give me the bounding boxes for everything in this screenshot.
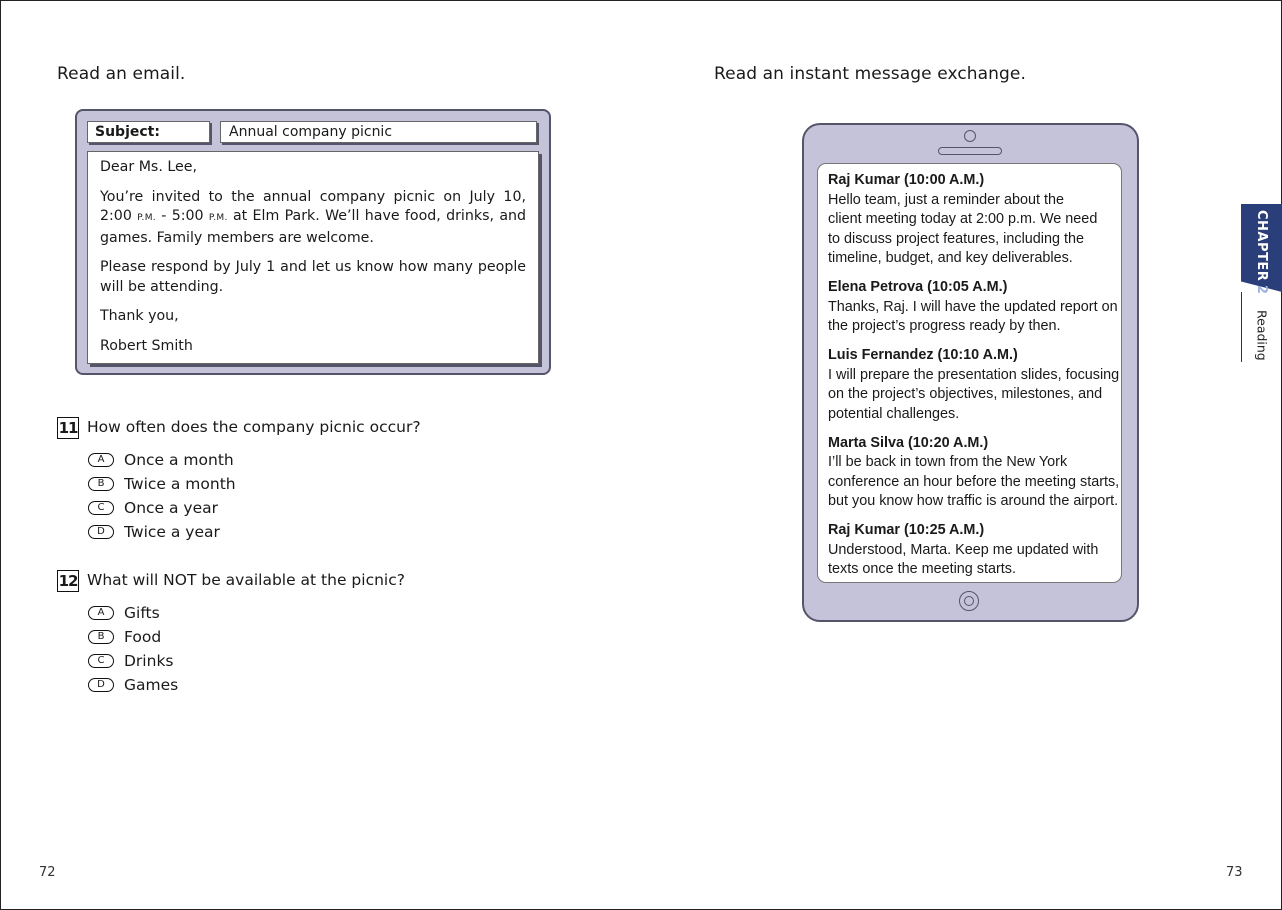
page-number-right: 73	[1226, 865, 1243, 880]
option-bubble[interactable]: B	[88, 630, 114, 644]
answer-option[interactable]: C Once a year	[88, 499, 218, 517]
answer-option[interactable]: A Gifts	[88, 604, 160, 622]
message-line: I’ll be back in town from the New York	[828, 454, 1068, 470]
message	[828, 434, 1121, 512]
message	[828, 346, 1121, 424]
subject-label: Subject:	[87, 121, 210, 143]
home-button-icon	[959, 591, 979, 611]
message-line: the project’s progress ready by then.	[828, 318, 1061, 334]
option-bubble[interactable]: D	[88, 678, 114, 692]
tablet-device	[802, 123, 1139, 622]
message-sender: Luis Fernandez (10:10 A.M.)	[828, 347, 1018, 363]
message-sender: Marta Silva (10:20 A.M.)	[828, 434, 989, 451]
message-line: on the project’s objectives, milestones, and	[828, 386, 1103, 402]
email-body	[87, 151, 539, 364]
pm-label: P.M.	[137, 213, 156, 223]
email-greeting: Dear Ms. Lee,	[100, 159, 197, 175]
camera-icon	[964, 130, 976, 142]
message-line: timeline, budget, and key deliverables.	[828, 250, 1073, 266]
pm-label: P.M.	[208, 213, 228, 223]
answer-option[interactable]: C Drinks	[88, 652, 174, 670]
answer-option[interactable]: B Twice a month	[88, 475, 236, 493]
email-closing: Thank you,	[100, 308, 179, 324]
email-heading: Read an email.	[57, 64, 186, 84]
message-line: texts once the meeting starts.	[828, 561, 1016, 577]
option-bubble[interactable]: B	[88, 477, 114, 491]
email-paragraph-1: You’re invited to the annual company picnic on July 10, 2:00 P.M. - 5:00 P.M. at Elm Park. We’ll have food, drinks, and games. Family members are welcome.	[100, 188, 527, 246]
question-number: 12	[58, 572, 78, 590]
answer-option[interactable]: A Once a month	[88, 451, 234, 469]
message-heading: Read an instant message exchange.	[714, 64, 1026, 84]
message-sender: Elena Petrova (10:05 A.M.)	[828, 279, 1008, 295]
question-text: How often does the company picnic occur?	[87, 418, 421, 436]
answer-option[interactable]: D Games	[88, 676, 178, 694]
message-sender: Raj Kumar (10:00 A.M.)	[828, 172, 985, 188]
message-sender: Raj Kumar (10:25 A.M.)	[828, 522, 985, 538]
chapter-number: 2	[1254, 285, 1269, 295]
chapter-label: CHAPTER 2	[1254, 210, 1269, 295]
message-line: client meeting today at 2:00 p.m. We need	[828, 211, 1098, 227]
answer-option[interactable]: B Food	[88, 628, 161, 646]
question-text: What will NOT be available at the picnic?	[87, 571, 405, 589]
answer-option[interactable]: D Twice a year	[88, 523, 220, 541]
email-window	[75, 109, 551, 375]
message-line: Hello team, just a reminder about the	[828, 191, 1064, 208]
speaker-icon	[938, 147, 1002, 155]
message-line: conference an hour before the meeting starts,	[828, 473, 1120, 490]
option-bubble[interactable]: A	[88, 453, 114, 467]
message	[828, 278, 1121, 337]
question-number: 11	[58, 419, 78, 437]
section-label: Reading	[1241, 292, 1282, 362]
option-bubble[interactable]: C	[88, 654, 114, 668]
email-paragraph-2: Please respond by July 1 and let us know how many people will be attending.	[100, 259, 526, 295]
option-bubble[interactable]: C	[88, 501, 114, 515]
message-line: Understood, Marta. Keep me updated with	[828, 541, 1099, 558]
message	[828, 521, 1121, 580]
email-signature: Robert Smith	[100, 337, 193, 354]
message	[828, 171, 1121, 269]
option-bubble[interactable]: A	[88, 606, 114, 620]
message-screen	[817, 163, 1122, 583]
message-line: to discuss project features, including the	[828, 230, 1084, 247]
subject-value: Annual company picnic	[220, 121, 537, 143]
option-bubble[interactable]: D	[88, 525, 114, 539]
message-line: potential challenges.	[828, 405, 960, 422]
message-line: Thanks, Raj. I will have the updated report on	[828, 298, 1118, 315]
message-line: but you know how traffic is around the airport.	[828, 493, 1119, 509]
page-number-left: 72	[39, 865, 56, 880]
message-line: I will prepare the presentation slides, focusing	[828, 366, 1120, 383]
